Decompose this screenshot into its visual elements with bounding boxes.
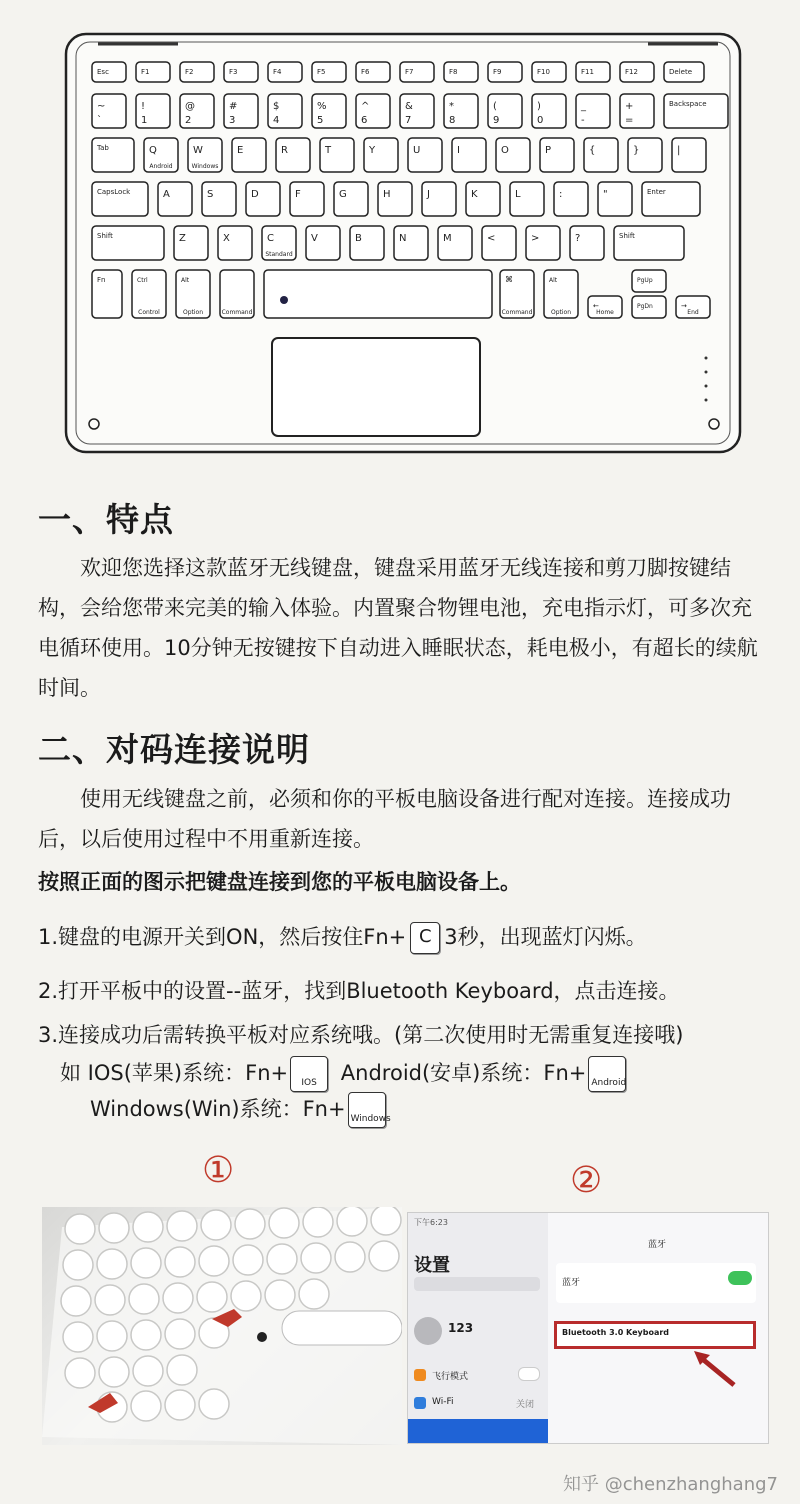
android-text: Android(安卓)系统：Fn+ (340, 1061, 587, 1085)
row3-key-10-label: P (545, 145, 552, 156)
fn-key-0-label: Esc (97, 68, 109, 76)
command-key-right-label: ⌘ (505, 275, 513, 284)
round-key (133, 1212, 163, 1242)
ctrl-key-sub: Control (138, 309, 160, 316)
row3-key-1-label: Q (149, 145, 157, 156)
round-key (303, 1207, 333, 1237)
home-key-sub: Home (596, 309, 614, 316)
instruction-bold: 按照正面的图示把键盘连接到您的平板电脑设备上。 (38, 870, 521, 894)
round-key (269, 1208, 299, 1238)
round-key (131, 1248, 161, 1278)
num-key-8-label: * (449, 101, 454, 112)
bluetooth-label: 蓝牙 (562, 1278, 581, 1288)
round-key (301, 1243, 331, 1273)
windows-line: Windows(Win)系统：Fn+ Windows (90, 1092, 392, 1128)
row3-key-13-label: | (677, 145, 681, 156)
pgup-key-label: PgUp (637, 277, 653, 284)
fn-key-8-label: F8 (449, 68, 458, 76)
bluetooth-header: 蓝牙 (648, 1240, 667, 1250)
num-key-5-label: % (317, 101, 327, 112)
row3-key-4-label: R (281, 145, 288, 156)
row5-key-1-label: Z (179, 233, 186, 244)
fn-key-7-label: F7 (405, 68, 414, 76)
num-key-9-bottom: 9 (493, 115, 500, 126)
row3-key-3-label: E (237, 145, 244, 156)
arrow-icon (690, 1349, 740, 1389)
row4-key-3-label: D (251, 189, 259, 200)
round-key (167, 1355, 197, 1385)
row5-key-5-label: B (355, 233, 362, 244)
row4-key-5-label: G (339, 189, 347, 200)
num-key-11-label: _ (581, 101, 586, 112)
c-key-icon: C (410, 922, 440, 954)
round-key (131, 1320, 161, 1350)
android-key-icon: Android (588, 1056, 626, 1092)
row5-key-11-label: Shift (619, 232, 635, 240)
end-key-label: → (681, 302, 687, 310)
row4-key-10-label: : (559, 189, 563, 200)
fn-key-10-label: F10 (537, 68, 550, 76)
spacebar (264, 270, 492, 318)
settings-sidebar (408, 1213, 549, 1443)
num-key-2-label: @ (185, 101, 195, 112)
section2-title: 二、对码连接说明 (38, 730, 310, 769)
round-key (165, 1319, 195, 1349)
num-key-11-bottom: - (581, 115, 585, 126)
windows-key-icon: Windows (348, 1092, 386, 1128)
round-key (99, 1357, 129, 1387)
round-key (167, 1211, 197, 1241)
step1-post: 3秒，出现蓝灯闪烁。 (444, 925, 647, 949)
ios-key-icon: IOS (290, 1056, 328, 1092)
figure-2-label: ② (570, 1160, 603, 1201)
round-key (97, 1249, 127, 1279)
num-key-1-bottom: 1 (141, 115, 148, 126)
num-key-0-label: ~ (97, 101, 106, 112)
num-key-3-bottom: 3 (229, 115, 236, 126)
num-key-5-bottom: 5 (317, 115, 324, 126)
round-key (97, 1321, 127, 1351)
settings-title: 设置 (414, 1255, 450, 1276)
round-key (99, 1213, 129, 1243)
round-key (265, 1280, 295, 1310)
pgdn-key-label: PgDn (637, 303, 653, 310)
keyboard-diagram (58, 28, 748, 460)
fn-key-6-label: F6 (361, 68, 370, 76)
row5-key-9-label: > (531, 233, 540, 244)
bluetooth-toggle[interactable] (728, 1271, 752, 1285)
num-key-8-bottom: 8 (449, 115, 456, 126)
ctrl-key-label: Ctrl (137, 277, 148, 284)
section1-body: 欢迎您选择这款蓝牙无线键盘，键盘采用蓝牙无线连接和剪刀脚按键结构，会给您带来完美的输入体验。内置聚合物锂电池，充电指示灯，可多次充电循环使用。10分钟无按键按下自动进入睡眠状态，耗电极小，有超长的续航时间。 (38, 556, 758, 700)
row4-key-9-label: L (515, 189, 521, 200)
airplane-icon (414, 1369, 426, 1381)
avatar (414, 1317, 442, 1345)
row3-key-11-label: { (589, 145, 596, 156)
round-key (371, 1207, 401, 1235)
round-key (299, 1279, 329, 1309)
row3-key-8-label: I (457, 145, 460, 156)
fn-key-13-label: Delete (669, 68, 692, 76)
flight-mode-toggle[interactable] (518, 1367, 540, 1381)
num-key-7-bottom: 7 (405, 115, 412, 126)
option-key-right-label: Alt (549, 277, 558, 284)
num-key-7-label: & (405, 101, 413, 112)
num-key-1-label: ! (141, 101, 146, 112)
round-key (163, 1283, 193, 1313)
row3-key-2-label: W (193, 145, 203, 156)
row5-key-8-label: < (487, 233, 496, 244)
round-key (201, 1210, 231, 1240)
row3-key-1-sub: Android (149, 163, 173, 170)
backspace-key-label: Backspace (669, 100, 707, 108)
wifi-label[interactable]: Wi-Fi (432, 1397, 454, 1407)
step-2: 2.打开平板中的设置--蓝牙，找到Bluetooth Keyboard，点击连接。 (38, 979, 680, 1003)
row4-key-1-label: A (163, 189, 170, 200)
fn-key-12-label: F12 (625, 68, 638, 76)
option-key-right-sub: Option (550, 309, 572, 316)
num-key-6-label: ^ (361, 101, 370, 112)
round-key (231, 1281, 261, 1311)
spacebar-dot (280, 296, 288, 304)
num-key-10-label: ) (537, 101, 541, 112)
fn-key-label: Fn (97, 276, 106, 284)
round-key (61, 1286, 91, 1316)
row4-key-7-label: J (427, 189, 430, 200)
fn-key-9-label: F9 (493, 68, 502, 76)
round-key (197, 1282, 227, 1312)
selected-item-bluetooth[interactable] (408, 1419, 548, 1443)
round-key (337, 1207, 367, 1236)
row3-key-7-label: U (413, 145, 421, 156)
row3-key-12-label: } (633, 145, 640, 156)
fn-key-1-label: F1 (141, 68, 150, 76)
round-key (129, 1284, 159, 1314)
flight-mode-label: 飞行模式 (432, 1372, 469, 1382)
round-key (63, 1250, 93, 1280)
step1-text: 1.键盘的电源开关到ON，然后按住Fn+ (38, 925, 407, 949)
row3-key-0-label: Tab (97, 144, 109, 152)
round-key (95, 1285, 125, 1315)
wifi-status: 关闭 (516, 1400, 535, 1410)
fn-key-2-label: F2 (185, 68, 194, 76)
step-1 (38, 921, 647, 954)
row5-key-2-label: X (223, 233, 230, 244)
row5-key-3-sub: Standard (265, 251, 293, 258)
row3-key-6-label: Y (369, 145, 376, 156)
round-key (335, 1242, 365, 1272)
row5-key-10-label: ? (575, 233, 581, 244)
fn-key-4-label: F4 (273, 68, 282, 76)
num-key-2-bottom: 2 (185, 115, 192, 126)
round-key (131, 1391, 161, 1421)
round-key (199, 1389, 229, 1419)
wifi-icon (414, 1397, 426, 1409)
round-key (65, 1214, 95, 1244)
num-key-9-label: ( (493, 101, 497, 112)
row3-key-9-label: O (501, 145, 509, 156)
watermark: 知乎 @chenzhanghang7 (563, 1474, 778, 1495)
num-key-0-bottom: ` (97, 115, 102, 126)
row4-key-11-label: " (603, 189, 608, 200)
row3-key-2-sub: Windows (191, 163, 219, 170)
round-key (165, 1390, 195, 1420)
end-key-sub: End (687, 309, 699, 316)
keyboard-photo (42, 1207, 402, 1445)
num-key-12-bottom: = (625, 115, 634, 126)
round-key (63, 1322, 93, 1352)
device-name: Bluetooth 3.0 Keyboard (562, 1328, 670, 1337)
num-key-4-bottom: 4 (273, 115, 280, 126)
row5-key-3-label: C (267, 233, 274, 244)
bluetooth-card (556, 1263, 756, 1303)
row4-key-2-label: S (207, 189, 214, 200)
round-key (165, 1247, 195, 1277)
round-key (65, 1358, 95, 1388)
round-key (267, 1244, 297, 1274)
figure-1-label: ① (202, 1150, 235, 1191)
command-key-left-sub: Command (221, 309, 253, 316)
row4-key-12-label: Enter (647, 188, 666, 196)
num-key-4-label: $ (273, 101, 280, 112)
section1-title: 一、特点 (38, 500, 174, 539)
touchpad (272, 338, 480, 436)
status-time: 下午6:23 (414, 1218, 448, 1227)
alt-key-sub: Option (182, 309, 204, 316)
ios-line: 如 IOS(苹果)系统：Fn+ IOS Android(安卓)系统：Fn+ Android (60, 1056, 632, 1092)
row4-key-8-label: K (471, 189, 478, 200)
row4-key-4-label: F (295, 189, 301, 200)
round-key (369, 1241, 399, 1271)
search-input[interactable] (414, 1277, 540, 1291)
step-3: 3.连接成功后需转换平板对应系统哦。(第二次使用时无需重复连接哦) (38, 1023, 684, 1047)
alt-key-label: Alt (181, 277, 190, 284)
num-key-3-label: # (229, 101, 238, 112)
section2-body: 使用无线键盘之前，必须和你的平板电脑设备进行配对连接。连接成功后，以后使用过程中不用重新连接。 (38, 787, 731, 851)
home-key-label: ← (593, 302, 599, 310)
row5-key-0-label: Shift (97, 232, 113, 240)
num-key-6-bottom: 6 (361, 115, 368, 126)
round-key (133, 1356, 163, 1386)
round-key (199, 1246, 229, 1276)
num-key-10-bottom: 0 (537, 115, 544, 126)
num-key-12-label: + (625, 101, 634, 112)
bluetooth-pane (548, 1213, 768, 1443)
settings-screenshot (407, 1212, 769, 1444)
row4-key-6-label: H (383, 189, 391, 200)
profile-name: 123 (448, 1321, 474, 1335)
row5-key-6-label: N (399, 233, 407, 244)
fn-key-11-label: F11 (581, 68, 594, 76)
round-key (235, 1209, 265, 1239)
fn-key-5-label: F5 (317, 68, 326, 76)
row5-key-7-label: M (443, 233, 452, 244)
row3-key-5-label: T (325, 145, 332, 156)
round-key (233, 1245, 263, 1275)
row4-key-0-label: CapsLock (97, 188, 131, 196)
fn-key-3-label: F3 (229, 68, 238, 76)
command-key-right-sub: Command (501, 309, 533, 316)
row5-key-4-label: V (311, 233, 318, 244)
